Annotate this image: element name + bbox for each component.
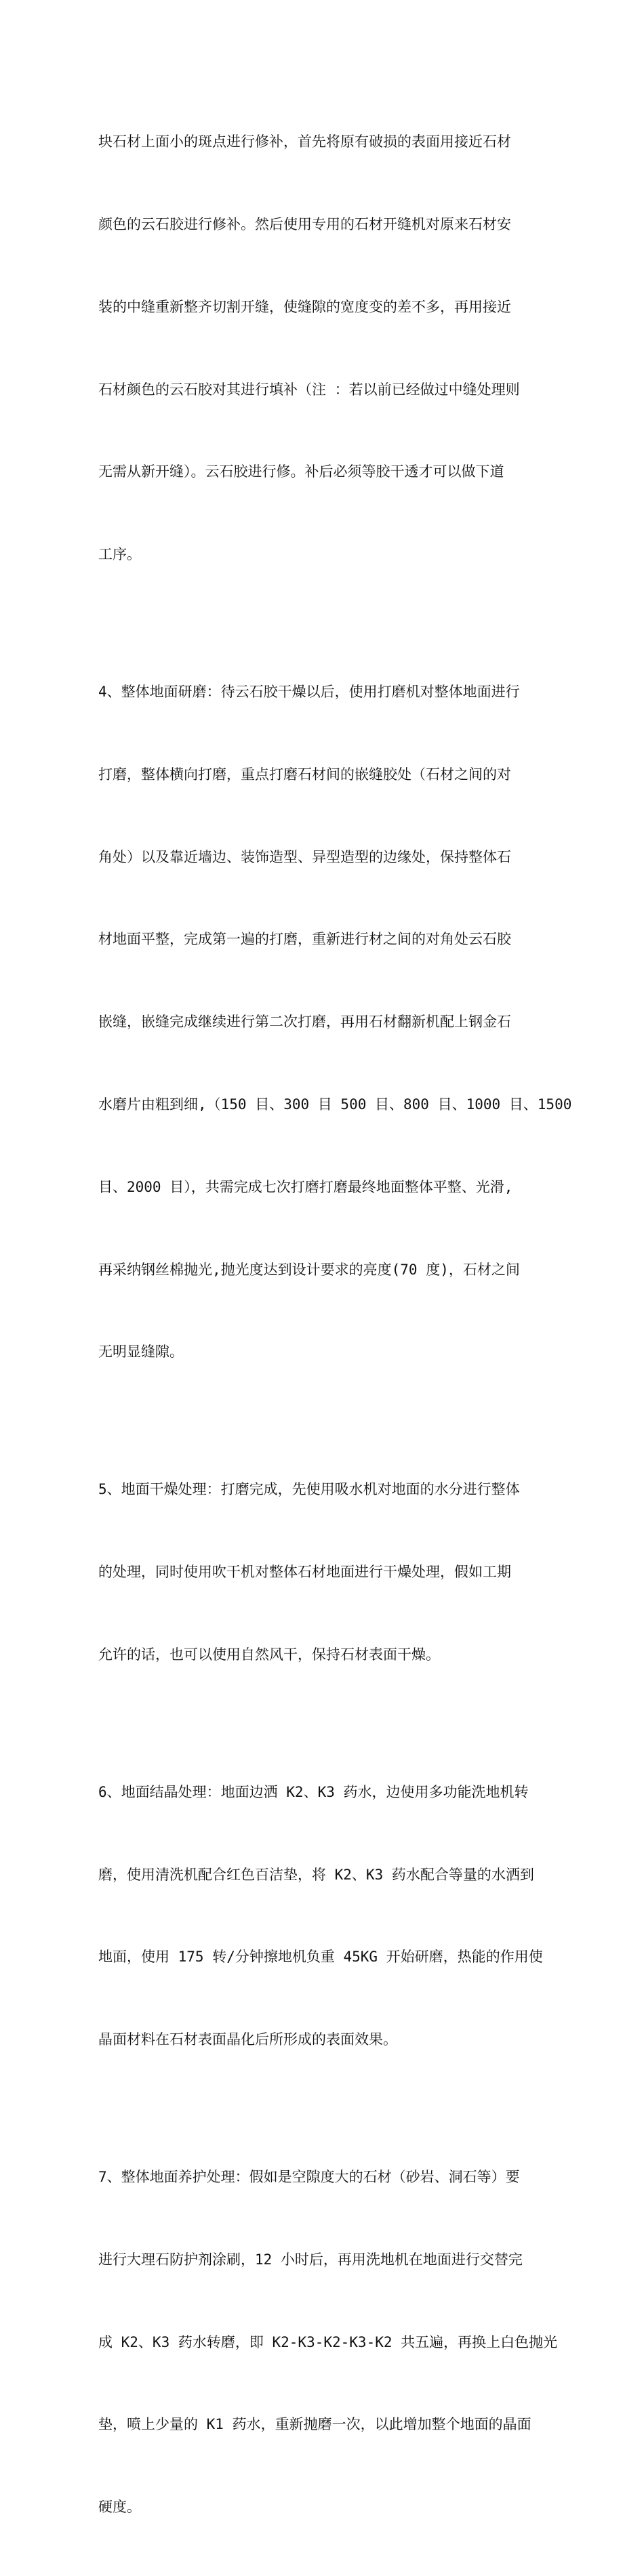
- text-line: 块石材上面小的斑点进行修补，首先将原有破损的表面用接近石材: [98, 133, 511, 150]
- paragraph-step-5-drying: [98, 1421, 552, 1724]
- paragraph-stone-repair: [98, 73, 552, 623]
- text-line: 材地面平整，完成第一遍的打磨，重新进行材之间的对角处云石胶: [98, 931, 511, 948]
- text-line: 垫，喷上少量的 K1 药水，重新抛磨一次，以此增加整个地面的晶面: [98, 2416, 531, 2433]
- document-body: [98, 73, 572, 2576]
- text-line: 石材颜色的云石胶对其进行填补（注 ：若以前已经做过中缝处理则: [98, 381, 520, 398]
- text-line: 6、地面结晶处理：地面边洒 K2、K3 药水，边使用多功能洗地机转: [98, 1783, 529, 1800]
- text-line: 嵌缝，嵌缝完成继续进行第二次打磨，再用石材翻新机配上钢金石: [98, 1014, 511, 1031]
- text-line: 允许的话，也可以使用自然风干，保持石材表面干燥。: [98, 1646, 440, 1663]
- text-line: 无明显缝隙。: [98, 1344, 184, 1360]
- text-line: 再采纳钢丝棉抛光,抛光度达到设计要求的亮度(70 度)，石材之间: [98, 1261, 520, 1278]
- text-line: 打磨，整体横向打磨，重点打磨石材间的嵌缝胶处（石材之间的对: [98, 766, 511, 783]
- text-line: 角处）以及靠近墙边、装饰造型、异型造型的边缘处，保持整体石: [98, 848, 511, 865]
- paragraph-step-7-maintenance: [98, 2108, 558, 2576]
- text-line: 7、整体地面养护处理：假如是空隙度大的石材（砂岩、洞石等）要: [98, 2169, 520, 2186]
- paragraph-step-4-grinding: [98, 623, 572, 1421]
- text-line: 无需从新开缝）。云石胶进行修。补后必须等胶干透才可以做下道: [98, 463, 504, 480]
- text-line: 地面，使用 175 转/分钟擦地机负重 45KG 开始研磨，热能的作用使: [98, 1949, 543, 1966]
- text-line: 工序。: [98, 546, 141, 563]
- text-line: 进行大理石防护剂涂刷，12 小时后，再用洗地机在地面进行交替完: [98, 2251, 523, 2268]
- text-line: 装的中缝重新整齐切割开缝，使缝隙的宽度变的差不多，再用接近: [98, 298, 511, 315]
- text-line: 磨，使用清洗机配合红色百洁垫，将 K2、K3 药水配合等量的水洒到: [98, 1866, 534, 1883]
- text-line: 硬度。: [98, 2499, 141, 2516]
- text-line: 5、地面干燥处理：打磨完成，先使用吸水机对地面的水分进行整体: [98, 1481, 520, 1498]
- text-line: 4、整体地面研磨：待云石胶干燥以后，使用打磨机对整体地面进行: [98, 684, 520, 701]
- text-line: 目、2000 目），共需完成七次打磨打磨最终地面整体平整、光滑,: [98, 1178, 513, 1195]
- text-line: 颜色的云石胶进行修补。然后使用专用的石材开缝机对原来石材安: [98, 215, 511, 232]
- text-line: 晶面材料在石材表面晶化后所形成的表面效果。: [98, 2031, 397, 2048]
- paragraph-step-6-crystallization: [98, 1724, 552, 2108]
- text-line: 的处理，同时使用吹干机对整体石材地面进行干燥处理，假如工期: [98, 1564, 511, 1581]
- text-line: 成 K2、K3 药水转磨，即 K2-K3-K2-K3-K2 共五遍，再换上白色抛光: [98, 2333, 558, 2350]
- text-line: 水磨片由粗到细,（150 目、300 目 500 目、800 目、1000 目、1500: [98, 1096, 572, 1113]
